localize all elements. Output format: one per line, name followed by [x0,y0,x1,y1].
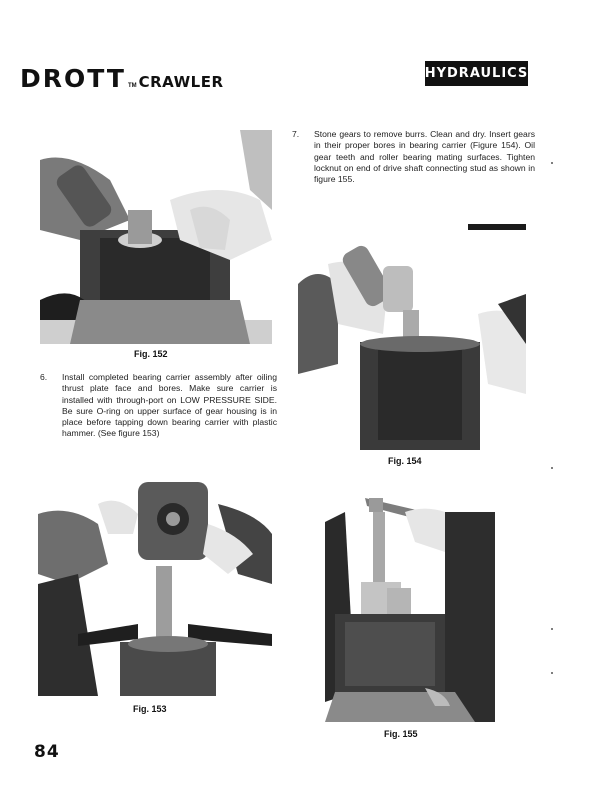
photo-fig-154 [298,224,526,450]
brand-sub-text: CRAWLER [138,73,224,91]
caption-fig-154: Fig. 154 [388,456,422,466]
trademark-mark: TM [127,83,137,89]
scan-speck [551,162,553,164]
photo-fig-152 [40,130,272,344]
section-badge: HYDRAULICS [425,61,528,86]
step-7 [292,129,536,205]
page-number: 84 [34,742,60,762]
step-7-number: 7. [292,129,300,139]
photo-fig-155 [325,492,495,722]
brand-main-text: DROTT [20,64,126,93]
step-6 [40,372,278,458]
caption-fig-152: Fig. 152 [134,349,168,359]
caption-fig-155: Fig. 155 [384,729,418,739]
step-7-text: Stone gears to remove burrs. Clean and dry. Insert gears in their proper bores in bearing carrier (Figure 154). Oil gear teeth and roller bearing mating surfaces. Tighten locknut on end of drive shaft connecting stud as shown in figure 155. [314,129,535,185]
brand-logo [20,64,224,93]
scan-speck [551,628,553,630]
step-6-number: 6. [40,372,48,382]
photo-fig-153 [38,474,272,696]
step-6-text: Install completed bearing carrier assembly after oiling thrust plate face and bores. Make sure carrier is installed with through-port on LOW PRESSURE SIDE. Be sure O-ring on upper surface of gear housing is in place before tapping down bearing carrier with plastic hammer. (See figure 153) [62,372,277,439]
scan-speck [551,467,553,469]
caption-fig-153: Fig. 153 [133,704,167,714]
scan-speck [551,672,553,674]
